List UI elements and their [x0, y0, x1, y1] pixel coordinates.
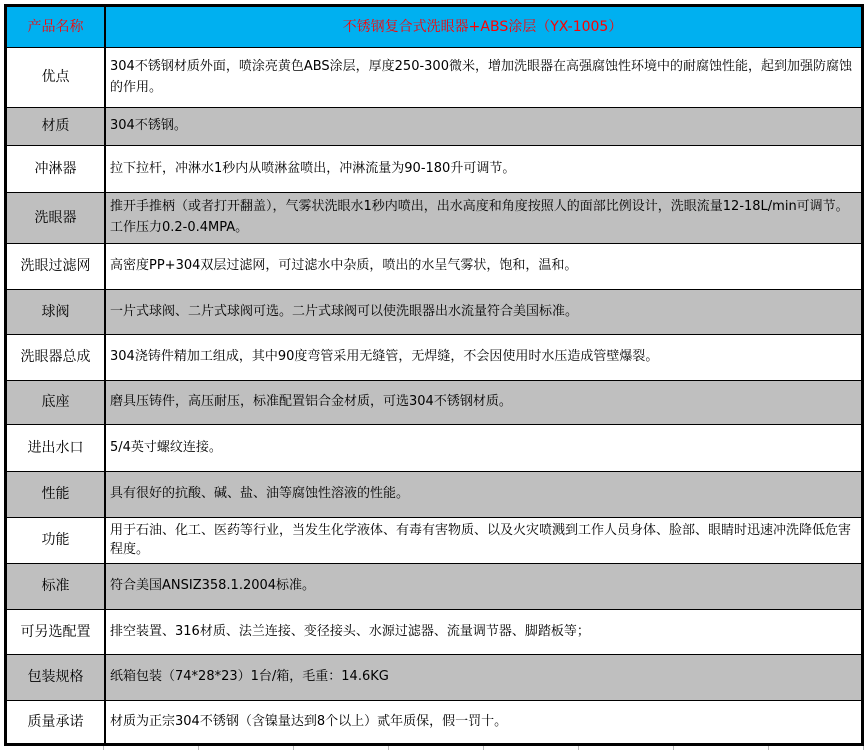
spec-row-ball-valve	[7, 290, 861, 335]
product-spec-table	[4, 4, 864, 746]
row-value: 一片式球阀、二片式球阀可选。二片式球阀可以使洗眼器出水流量符合美国标准。	[110, 303, 579, 319]
row-value: 排空装置、316材质、法兰连接、变径接头、水源过滤器、流量调节器、脚踏板等；	[110, 623, 590, 639]
row-value: 5/4英寸螺纹连接。	[110, 439, 222, 455]
header-value-product-title: 不锈钢复合式洗眼器+ABS涂层（YX-1005）	[342, 18, 623, 35]
spec-row-function	[7, 518, 861, 564]
spec-row-eyewash-filter	[7, 244, 861, 290]
spec-row-inlet-outlet	[7, 425, 861, 472]
row-label: 冲淋器	[7, 146, 106, 192]
spec-row-eyewash-assembly	[7, 335, 861, 381]
row-value: 纸箱包装（74*28*23）1台/箱，毛重：14.6KG	[110, 669, 389, 685]
row-label: 材质	[7, 108, 106, 145]
row-value: 磨具压铸件，高压耐压，标准配置铝合金材质，可选304不锈钢材质。	[110, 394, 512, 410]
spec-row-shower	[7, 146, 861, 193]
row-value: 推开手推柄（或者打开翻盖），气雾状洗眼水1秒内喷出，出水高度和角度按照人的面部比例设计，洗眼流量12-18L/min可调节。工作压力0.2-0.4MPA。	[110, 199, 849, 235]
header-row	[7, 7, 861, 48]
row-label: 洗眼过滤网	[7, 244, 106, 289]
spec-row-packaging	[7, 655, 861, 701]
spec-row-performance	[7, 472, 861, 518]
row-value: 高密度PP+304双层过滤网，可过滤水中杂质，喷出的水呈气雾状，饱和，温和。	[110, 258, 578, 274]
spec-row-standard	[7, 564, 861, 610]
row-label: 包装规格	[7, 655, 106, 700]
row-value: 304浇铸件精加工组成，其中90度弯管采用无缝管，无焊缝，不会因使用时水压造成管壁爆裂。	[110, 349, 659, 365]
row-value: 符合美国ANSIZ358.1.2004标准。	[110, 578, 316, 594]
spec-row-advantages	[7, 48, 861, 108]
row-label: 优点	[7, 48, 106, 107]
row-label: 功能	[7, 518, 106, 563]
row-label: 可另选配置	[7, 610, 106, 654]
row-label: 球阀	[7, 290, 106, 334]
header-label-product-name: 产品名称	[7, 7, 106, 47]
spreadsheet-gridline-ticks	[0, 746, 868, 750]
row-value: 拉下拉杆，冲淋水1秒内从喷淋盆喷出，冲淋流量为90-180升可调节。	[110, 160, 516, 176]
row-value: 304不锈钢材质外面，喷涂亮黄色ABS涂层，厚度250-300微米，增加洗眼器在高强腐蚀性环境中的耐腐蚀性能，起到加强防腐蚀的作用。	[110, 58, 852, 95]
row-value: 具有很好的抗酸、碱、盐、油等腐蚀性溶液的性能。	[110, 486, 410, 502]
spec-row-eyewash	[7, 193, 861, 244]
row-value: 材质为正宗304不锈钢（含镍量达到8个以上）贰年质保，假一罚十。	[110, 713, 508, 729]
row-label: 洗眼器总成	[7, 335, 106, 380]
row-label: 质量承诺	[7, 701, 106, 743]
spec-row-base	[7, 381, 861, 425]
spec-row-material	[7, 108, 861, 146]
spec-row-optional-config	[7, 610, 861, 655]
row-value: 用于石油、化工、医药等行业，当发生化学液体、有毒有害物质、以及火灾喷溅到工作人员身体、脸部、眼睛时迅速冲洗降低危害程度。	[110, 522, 852, 557]
spec-row-quality-promise	[7, 701, 861, 743]
row-label: 洗眼器	[7, 193, 106, 243]
row-label: 标准	[7, 564, 106, 609]
row-label: 底座	[7, 381, 106, 424]
row-value: 304不锈钢。	[110, 118, 187, 134]
row-label: 进出水口	[7, 425, 106, 471]
row-label: 性能	[7, 472, 106, 517]
